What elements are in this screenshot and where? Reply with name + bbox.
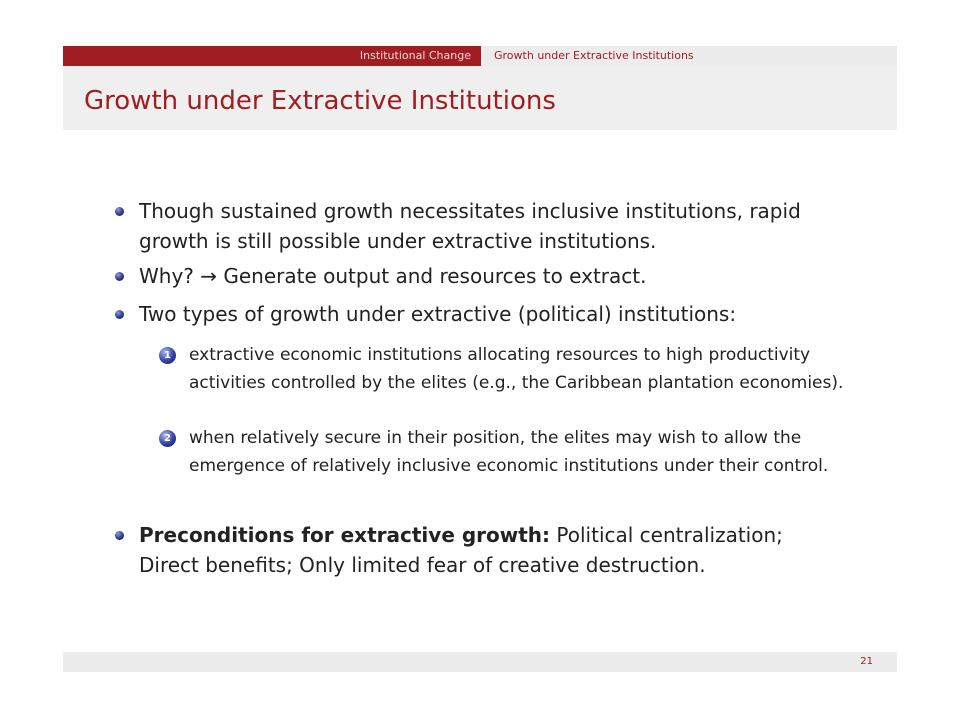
headline-bar xyxy=(63,46,897,66)
slide-title: Growth under Extractive Institutions xyxy=(84,86,556,116)
footer-bar xyxy=(63,652,897,672)
headline-section[interactable]: Institutional Change xyxy=(63,46,481,66)
headline-subsection[interactable]: Growth under Extractive Institutions xyxy=(481,46,897,66)
title-bar xyxy=(63,66,897,130)
bullet-item-3 xyxy=(139,299,839,329)
bullet-item-4 xyxy=(139,520,839,580)
enum-item-1 xyxy=(164,341,879,397)
bullet-icon xyxy=(115,207,124,216)
bullet-icon xyxy=(115,531,124,540)
enum-text: extractive economic institutions allocating resources to high productivity activities controlled by the elites (e.g., the Caribbean plantation economies). xyxy=(189,345,844,393)
bullet-icon xyxy=(115,272,124,281)
enum-number-icon: 2 xyxy=(159,430,176,447)
bullet-text: Political centralization; Direct benefits; Only limited fear of creative destruction. xyxy=(139,523,783,577)
slide xyxy=(63,46,897,672)
bullet-item-2 xyxy=(139,261,839,291)
bullet-item-1 xyxy=(139,196,839,256)
bullet-icon xyxy=(115,310,124,319)
enum-item-2 xyxy=(164,424,879,480)
page-number: 21 xyxy=(860,656,873,667)
enum-number-icon: 1 xyxy=(159,347,176,364)
bullet-text: Why? → Generate output and resources to extract. xyxy=(139,264,647,288)
bullet-text: Though sustained growth necessitates inclusive institutions, rapid growth is still possible under extractive institutions. xyxy=(139,199,801,253)
bullet-text: Two types of growth under extractive (political) institutions: xyxy=(139,302,737,326)
bullet-bold-lead: Preconditions for extractive growth: xyxy=(139,523,551,547)
enum-text: when relatively secure in their position, the elites may wish to allow the emergence of relatively inclusive economic institutions under their control. xyxy=(189,428,829,476)
